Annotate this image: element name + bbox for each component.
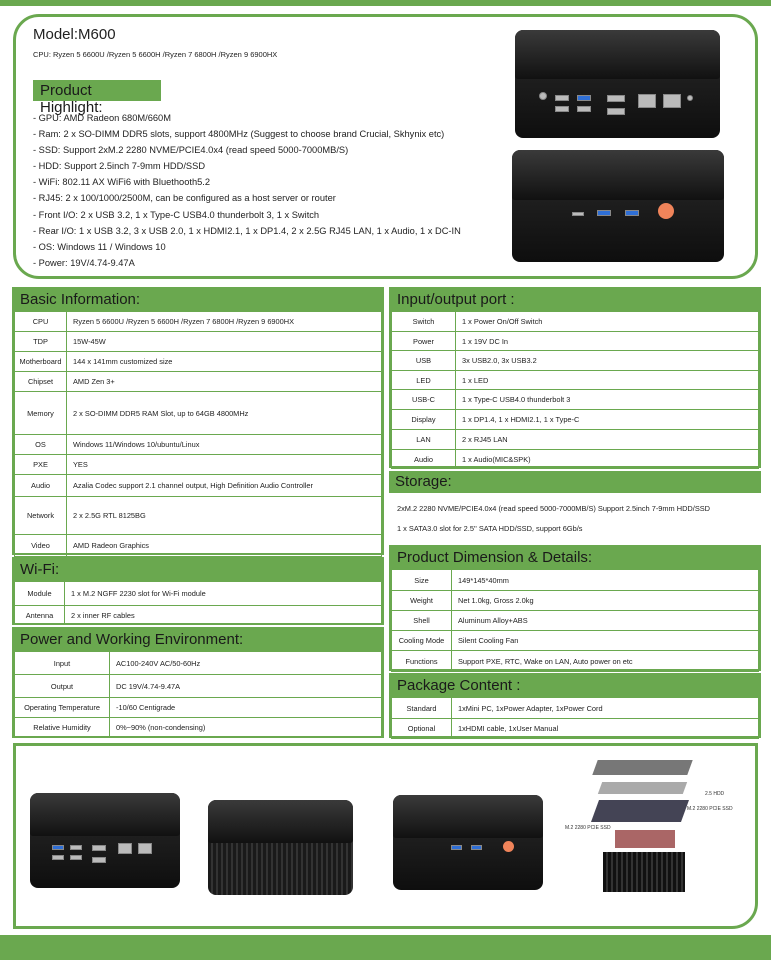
table-row <box>392 651 759 672</box>
row-value: -10/60 Centigrade <box>110 698 382 718</box>
row-label: Network <box>15 497 67 535</box>
section-title: Product Dimension & Details: <box>391 547 759 569</box>
table-row <box>392 591 759 611</box>
cpu-line: CPU: Ryzen 5 6600U /Ryzen 5 6600H /Ryzen 7 6800H /Ryzen 9 6900HX <box>33 50 278 59</box>
highlight-item: - Rear I/O: 1 x USB 3.2, 3 x USB 2.0, 1 x HDMI2.1, 1 x DP1.4, 2 x 2.5G RJ45 LAN, 1 x Audio, 1 x DC-IN <box>33 225 461 236</box>
row-value: Windows 11/Windows 10/ubuntu/Linux <box>67 435 382 455</box>
table-row <box>392 570 759 591</box>
row-value: 1 x Type-C USB4.0 thunderbolt 3 <box>456 390 759 410</box>
table-row <box>15 312 382 332</box>
table-row <box>15 718 382 738</box>
table-row <box>15 455 382 475</box>
row-label: PXE <box>15 455 67 475</box>
row-value: 1 x DP1.4, 1 x HDMI2.1, 1 x Type-C <box>456 410 759 430</box>
row-value: 1xHDMI cable, 1xUser Manual <box>452 719 759 739</box>
row-label: Motherboard <box>15 352 67 372</box>
highlight-item: - Ram: 2 x SO-DIMM DDR5 slots, support 4800MHz (Suggest to choose brand Crucial, Skhynix etc) <box>33 129 445 140</box>
highlight-item: - SSD: Support 2xM.2 2280 NVME/PCIE4.0x4 (read speed 5000-7000MB/S) <box>33 145 349 156</box>
table-row <box>392 430 759 450</box>
table-row <box>392 312 759 332</box>
row-value: 2 x inner RF cables <box>65 606 382 625</box>
row-label: Video <box>15 535 67 557</box>
table-row <box>392 332 759 351</box>
highlight-title: Product Highlight: <box>33 80 161 101</box>
section-title: Power and Working Environment: <box>14 629 382 651</box>
power-button-icon <box>658 203 674 219</box>
storage-line: 2xM.2 2280 NVME/PCIE4.0x4 (read speed 5000-7000MB/S) Support 2.5inch 7-9mm HDD/SSD <box>397 504 711 513</box>
row-value: 2 x SO-DIMM DDR5 RAM Slot, up to 64GB 4800MHz <box>67 392 382 435</box>
gallery-image-angle <box>208 800 353 895</box>
row-value: Ryzen 5 6600U /Ryzen 5 6600H /Ryzen 7 6800H /Ryzen 9 6900HX <box>67 312 382 332</box>
row-value: 0%~90% (non-condensing) <box>110 718 382 738</box>
table-row <box>15 352 382 372</box>
wifi-section <box>12 557 384 625</box>
row-value: AMD Zen 3+ <box>67 372 382 392</box>
row-label: Display <box>392 410 456 430</box>
highlight-item: - WiFi: 802.11 AX WiFi6 with Bluethooth5.2 <box>33 177 211 188</box>
row-label: CPU <box>15 312 67 332</box>
bottom-bar <box>0 935 771 960</box>
table-row <box>15 606 382 625</box>
table-row <box>392 371 759 390</box>
row-label: LED <box>392 371 456 390</box>
row-value: 1 x M.2 NGFF 2230 slot for Wi-Fi module <box>65 582 382 606</box>
row-label: Switch <box>392 312 456 332</box>
table-row <box>15 475 382 497</box>
row-value: 149*145*40mm <box>452 570 759 591</box>
row-label: Functions <box>392 651 452 672</box>
table-row <box>392 698 759 719</box>
row-value: AC100-240V AC/50-60Hz <box>110 652 382 675</box>
section-title: Wi-Fi: <box>14 559 382 581</box>
row-value: Azalia Codec support 2.1 channel output, High Definition Audio Controller <box>67 475 382 497</box>
row-label: Weight <box>392 591 452 611</box>
highlight-item: - HDD: Support 2.5inch 7-9mm HDD/SSD <box>33 161 206 172</box>
row-label: Memory <box>15 392 67 435</box>
gallery-image-front <box>393 795 543 890</box>
table-row <box>15 652 382 675</box>
top-bar <box>0 0 771 6</box>
row-value: DC 19V/4.74-9.47A <box>110 675 382 698</box>
row-value: Silent Cooling Fan <box>452 631 759 651</box>
row-value: 2 x RJ45 LAN <box>456 430 759 450</box>
row-value: 2 x 2.5G RTL 8125BG <box>67 497 382 535</box>
row-label: Chipset <box>15 372 67 392</box>
row-value: Aluminum Alloy+ABS <box>452 611 759 631</box>
model-title: Model:M600 <box>33 26 116 43</box>
package-section <box>389 673 761 738</box>
row-value: Support PXE, RTC, Wake on LAN, Auto power on etc <box>452 651 759 672</box>
exploded-view-image <box>595 760 690 910</box>
row-label: USB <box>392 351 456 371</box>
highlight-item: - Front I/O: 2 x USB 3.2, 1 x Type-C USB4.0 thunderbolt 3, 1 x Switch <box>33 209 320 220</box>
highlight-item: - RJ45: 2 x 100/1000/2500M, can be configured as a host server or router <box>33 193 336 204</box>
highlight-item: - Power: 19V/4.74-9.47A <box>33 257 135 268</box>
row-value: 1 x LED <box>456 371 759 390</box>
row-value: 1xMini PC, 1xPower Adapter, 1xPower Cord <box>452 698 759 719</box>
highlight-item: - GPU: AMD Radeon 680M/660M <box>33 113 171 123</box>
highlight-list <box>33 110 461 271</box>
exploded-label: 2.5 HDD <box>705 791 725 797</box>
section-title: Basic Information: <box>14 289 382 311</box>
row-label: Module <box>15 582 65 606</box>
row-value: 15W-45W <box>67 332 382 352</box>
row-label: Power <box>392 332 456 351</box>
table-row <box>15 392 382 435</box>
table-row <box>15 535 382 557</box>
table-row <box>15 435 382 455</box>
row-label: Audio <box>392 450 456 469</box>
table-row <box>392 611 759 631</box>
row-label: Input <box>15 652 110 675</box>
table-row <box>392 719 759 739</box>
table-row <box>15 582 382 606</box>
storage-section <box>389 471 761 543</box>
table-row <box>15 698 382 718</box>
table-row <box>15 332 382 352</box>
row-label: Antenna <box>15 606 65 625</box>
row-value: 1 x Power On/Off Switch <box>456 312 759 332</box>
table-row <box>392 450 759 469</box>
power-section <box>12 627 384 738</box>
row-label: Optional <box>392 719 452 739</box>
product-image-front <box>512 150 724 262</box>
exploded-label: M.2 2280 PCIE SSD <box>565 825 611 831</box>
section-title: Input/output port : <box>391 289 759 311</box>
row-label: Cooling Mode <box>392 631 452 651</box>
product-image-rear <box>515 30 720 138</box>
row-label: USB-C <box>392 390 456 410</box>
row-label: LAN <box>392 430 456 450</box>
table-row <box>392 410 759 430</box>
table-row <box>15 675 382 698</box>
table-row <box>392 351 759 371</box>
row-label: OS <box>15 435 67 455</box>
table-row <box>15 497 382 535</box>
row-value: 1 x Audio(MIC&SPK) <box>456 450 759 469</box>
row-value: AMD Radeon Graphics <box>67 535 382 557</box>
row-label: Shell <box>392 611 452 631</box>
row-value: YES <box>67 455 382 475</box>
row-label: TDP <box>15 332 67 352</box>
storage-line: 1 x SATA3.0 slot for 2.5'' SATA HDD/SSD, support 6Gb/s <box>397 524 583 533</box>
row-label: Standard <box>392 698 452 719</box>
io-section <box>389 287 761 468</box>
row-label: Relative Humidity <box>15 718 110 738</box>
row-value: 1 x 19V DC In <box>456 332 759 351</box>
row-label: Audio <box>15 475 67 497</box>
row-value: 144 x 141mm customized size <box>67 352 382 372</box>
table-row <box>392 390 759 410</box>
gallery-image-rear <box>30 793 180 888</box>
row-label: Output <box>15 675 110 698</box>
row-value: 3x USB2.0, 3x USB3.2 <box>456 351 759 371</box>
section-title: Package Content : <box>391 675 759 697</box>
row-value: Net 1.0kg, Gross 2.0kg <box>452 591 759 611</box>
table-row <box>392 631 759 651</box>
section-title: Storage: <box>389 471 761 493</box>
basic-information-section <box>12 287 384 555</box>
row-label: Size <box>392 570 452 591</box>
row-label: Operating Temperature <box>15 698 110 718</box>
highlight-item: - OS: Windows 11 / Windows 10 <box>33 241 166 252</box>
exploded-label: M.2 2280 PCIE SSD <box>687 806 733 812</box>
dimension-section <box>389 545 761 671</box>
table-row <box>15 372 382 392</box>
